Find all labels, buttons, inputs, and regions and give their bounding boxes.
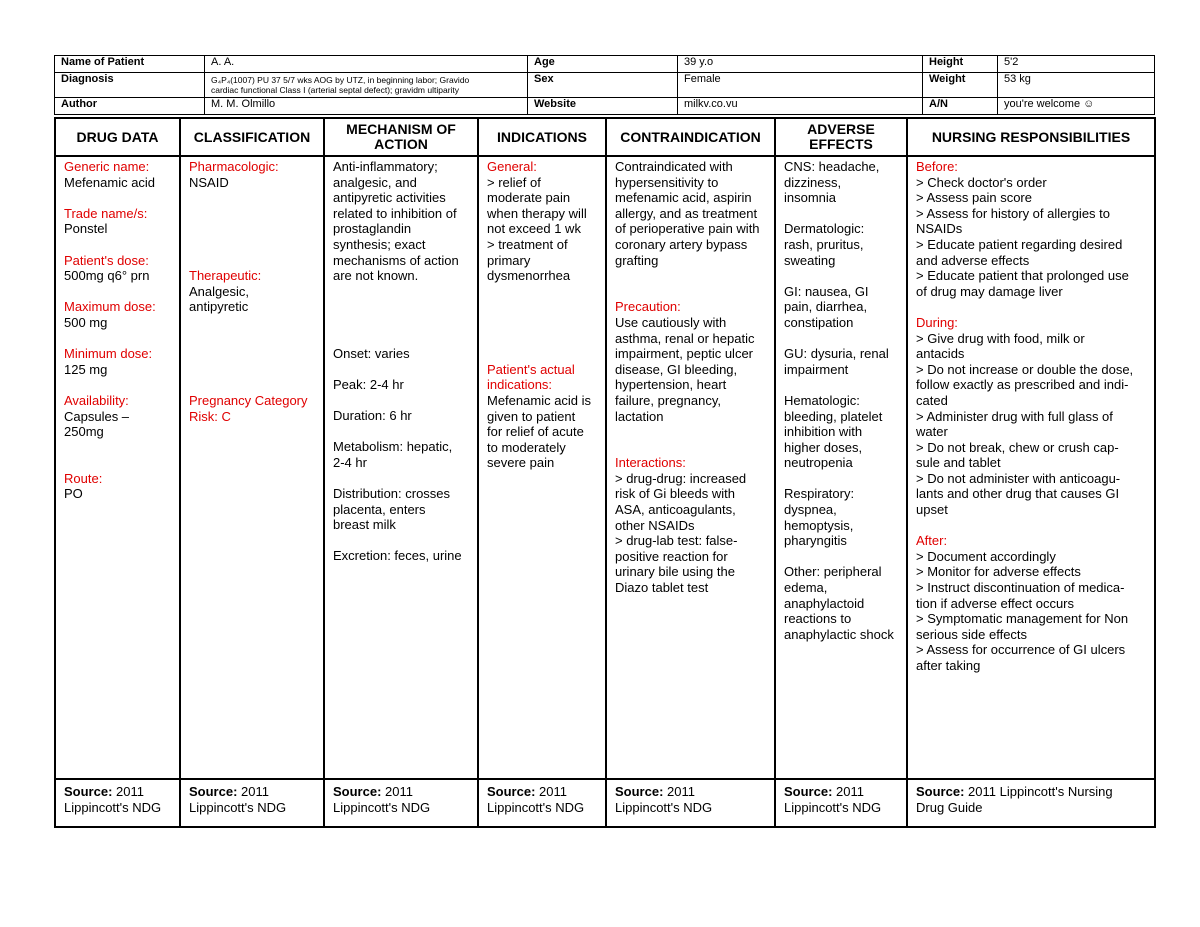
diagnosis-value xyxy=(205,73,528,98)
risk-value: C xyxy=(221,408,231,424)
before-line: > Check doctor's order xyxy=(916,174,1047,190)
contraindication-cell xyxy=(606,156,775,779)
mechanism-line: antipyretic activities xyxy=(333,190,446,206)
during-label: During: xyxy=(916,314,958,330)
max-dose-value: 500 mg xyxy=(64,314,108,330)
precaution-line: Use cautiously with xyxy=(615,314,727,330)
derm-line: Dermatologic: xyxy=(784,221,865,237)
peak: Peak: 2-4 hr xyxy=(333,376,404,392)
during-line: antacids xyxy=(916,346,965,362)
contra-line: coronary artery bypass xyxy=(615,236,748,252)
source-label: Source: xyxy=(333,784,382,799)
cns-line: insomnia xyxy=(784,190,837,206)
col-adverse: ADVERSE EFFECTS xyxy=(775,118,907,156)
precaution-line: impairment, peptic ulcer xyxy=(615,346,753,362)
source-ref: Lippincott's NDG xyxy=(64,799,162,815)
age-value: 39 y.o xyxy=(678,56,923,73)
during-line: > Do not increase or double the dose, xyxy=(916,361,1134,377)
name-label: Name of Patient xyxy=(55,56,205,73)
mechanism-cell xyxy=(324,156,478,779)
adverse-cell xyxy=(775,156,907,779)
resp-line: dyspnea, xyxy=(784,502,837,518)
mechanism-line: are not known. xyxy=(333,268,419,284)
precaution-line: hypertension, heart xyxy=(615,377,727,393)
during-line: lants and other drug that causes GI xyxy=(916,486,1120,502)
gu-line: GU: dysuria, renal xyxy=(784,346,889,362)
interactions-line: urinary bile using the xyxy=(615,564,735,580)
route-label: Route: xyxy=(64,470,103,486)
other-line: Other: peripheral xyxy=(784,564,882,580)
col-indications: INDICATIONS xyxy=(478,118,606,156)
interactions-line: risk of Gi bleeds with xyxy=(615,486,735,502)
cns-line: dizziness, xyxy=(784,174,842,190)
after-line: tion if adverse effect occurs xyxy=(916,595,1075,611)
col-mechanism: MECHANISM OF ACTION xyxy=(324,118,478,156)
hema-line: Hematologic: xyxy=(784,392,860,408)
before-line: > Educate patient regarding desired xyxy=(916,236,1123,252)
author-label: Author xyxy=(55,98,205,115)
sex-label: Sex xyxy=(528,73,678,98)
trade-value: Ponstel xyxy=(64,221,108,237)
actual-line: Mefenamic acid is xyxy=(487,392,592,408)
onset: Onset: varies xyxy=(333,345,410,361)
hema-line: neutropenia xyxy=(784,455,853,471)
age-label: Age xyxy=(528,56,678,73)
weight-value: 53 kg xyxy=(998,73,1155,98)
precaution-line: disease, GI bleeding, xyxy=(615,361,738,377)
height-value: 5'2 xyxy=(998,56,1155,73)
after-line: > Instruct discontinuation of medica- xyxy=(916,580,1125,596)
after-line: after taking xyxy=(916,658,981,673)
other-line: edema, xyxy=(784,580,828,596)
author-value: M. M. Olmillo xyxy=(205,98,528,115)
general-line: moderate pain xyxy=(487,190,571,206)
source-year: 2011 xyxy=(539,784,567,799)
after-line: > Assess for occurrence of GI ulcers xyxy=(916,642,1126,658)
excretion: Excretion: feces, urine xyxy=(333,548,462,564)
col-classification: CLASSIFICATION xyxy=(180,118,324,156)
source-ref: Lippincott's NDG xyxy=(615,799,713,815)
resp-line: Respiratory: xyxy=(784,486,855,502)
after-label: After: xyxy=(916,533,948,549)
general-line: > treatment of xyxy=(487,236,568,252)
after-line: > Symptomatic management for Non xyxy=(916,611,1129,627)
gi-line: GI: nausea, GI xyxy=(784,283,869,299)
mechanism-line: synthesis; exact xyxy=(333,236,426,252)
after-line: > Monitor for adverse effects xyxy=(916,564,1081,580)
min-dose-label: Minimum dose: xyxy=(64,346,153,362)
an-value: you're welcome ☺ xyxy=(998,98,1155,115)
risk-label: Risk: xyxy=(189,408,218,424)
general-line: > relief of xyxy=(487,174,541,190)
actual-line: given to patient xyxy=(487,408,576,424)
general-line: when therapy will xyxy=(487,205,587,221)
general-line: dysmenorrhea xyxy=(487,268,571,284)
source-nursing: Drug Guide xyxy=(916,799,983,815)
height-label: Height xyxy=(923,56,998,73)
gi-line: pain, diarrhea, xyxy=(784,299,868,315)
mechanism-line: prostaglandin xyxy=(333,221,412,237)
interactions-line: other NSAIDs xyxy=(615,517,695,533)
actual-line: severe pain xyxy=(487,455,555,471)
source-year: 2011 xyxy=(241,784,269,799)
drug-data-cell xyxy=(55,156,180,779)
max-dose-label: Maximum dose: xyxy=(64,299,156,315)
interactions-label: Interactions: xyxy=(615,455,686,471)
trade-label: Trade name/s: xyxy=(64,205,148,221)
gu-line: impairment xyxy=(784,361,849,377)
interactions-line: > drug-lab test: false- xyxy=(615,533,738,549)
mechanism-line: related to inhibition of xyxy=(333,205,457,221)
resp-line: hemoptysis, xyxy=(784,517,854,533)
interactions-line: > drug-drug: increased xyxy=(615,470,747,486)
source-year: 2011 xyxy=(385,784,413,799)
source-ref: Lippincott's NDG xyxy=(189,799,287,815)
source-ref: Lippincott's NDG xyxy=(487,799,585,815)
source-label: Source: xyxy=(64,784,113,799)
pharmacologic-label: Pharmacologic: xyxy=(189,159,279,174)
availability-value: Capsules – xyxy=(64,408,130,424)
min-dose-value: 125 mg xyxy=(64,361,108,377)
precaution-line: lactation xyxy=(615,408,664,424)
before-line: NSAIDs xyxy=(916,221,963,237)
source-label: Source: xyxy=(784,784,833,799)
distribution: placenta, enters xyxy=(333,501,426,517)
metabolism: Metabolism: hepatic, xyxy=(333,439,453,455)
source-label: Source: xyxy=(916,784,965,799)
source-cell xyxy=(324,779,478,827)
source-cell xyxy=(775,779,907,827)
source-label: Source: xyxy=(189,784,238,799)
source-cell xyxy=(907,779,1155,827)
source-year: 2011 xyxy=(116,784,144,799)
contra-line: mefenamic acid, aspirin xyxy=(615,190,752,206)
weight-label: Weight xyxy=(923,73,998,98)
duration: Duration: 6 hr xyxy=(333,408,412,424)
website-value: milkv.co.vu xyxy=(678,98,923,115)
actual-label: indications: xyxy=(487,377,553,393)
before-label: Before: xyxy=(916,159,958,174)
generic-value: Mefenamic acid xyxy=(64,174,156,190)
therapeutic-value: Analgesic, xyxy=(189,283,249,299)
source-nursing: 2011 Lippincott's Nursing xyxy=(968,784,1113,799)
precaution-label: Precaution: xyxy=(615,299,681,315)
route-value: PO xyxy=(64,486,83,502)
metabolism: 2-4 hr xyxy=(333,454,367,470)
during-line: > Give drug with food, milk or xyxy=(916,330,1085,346)
during-line: sule and tablet xyxy=(916,455,1001,471)
sex-value: Female xyxy=(678,73,923,98)
contra-line: hypersensitivity to xyxy=(615,174,719,190)
during-line: > Administer drug with full glass of xyxy=(916,408,1113,424)
contra-line: allergy, and as treatment xyxy=(615,205,758,221)
source-label: Source: xyxy=(487,784,536,799)
mechanism-line: mechanisms of action xyxy=(333,252,459,268)
hema-line: higher doses, xyxy=(784,439,863,455)
nursing-cell xyxy=(907,156,1155,779)
drug-study-table xyxy=(54,117,1156,828)
diagnosis-label: Diagnosis xyxy=(55,73,205,98)
resp-line: pharyngitis xyxy=(784,533,847,549)
patient-info-table xyxy=(54,55,1155,115)
diagnosis-line: cardiac functional Class I (arterial septal defect); gravidm ultiparity xyxy=(211,85,460,95)
therapeutic-label: Therapeutic: xyxy=(189,268,262,284)
before-line: of drug may damage liver xyxy=(916,283,1063,299)
pharmacologic-value: NSAID xyxy=(189,174,229,190)
derm-line: rash, pruritus, xyxy=(784,236,864,252)
distribution: Distribution: crosses xyxy=(333,486,451,502)
therapeutic-value: antipyretic xyxy=(189,299,249,315)
during-line: follow exactly as prescribed and indi- xyxy=(916,377,1129,393)
pregnancy-label: Pregnancy Category xyxy=(189,392,308,408)
before-line: > Assess pain score xyxy=(916,190,1032,206)
source-ref: Lippincott's NDG xyxy=(784,799,882,815)
source-year: 2011 xyxy=(836,784,864,799)
source-cell xyxy=(55,779,180,827)
cns-line: CNS: headache, xyxy=(784,159,880,174)
contra-line: of perioperative pain with xyxy=(615,221,760,237)
website-label: Website xyxy=(528,98,678,115)
classification-cell xyxy=(180,156,324,779)
interactions-line: Diazo tablet test xyxy=(615,580,709,596)
source-ref: Lippincott's NDG xyxy=(333,799,431,815)
during-line: cated xyxy=(916,392,948,408)
during-line: water xyxy=(916,424,948,440)
availability-label: Availability: xyxy=(64,392,129,408)
source-cell xyxy=(606,779,775,827)
actual-line: for relief of acute xyxy=(487,424,584,440)
precaution-line: asthma, renal or hepatic xyxy=(615,330,755,346)
diagnosis-line: G₄P₄(1007) PU 37 5/7 wks AOG by UTZ, in beginning labor; Gravido xyxy=(211,75,470,85)
risk-line xyxy=(189,409,317,425)
during-line: > Do not administer with anticoagu- xyxy=(916,470,1121,486)
distribution: breast milk xyxy=(333,517,396,533)
col-nursing: NURSING RESPONSIBILITIES xyxy=(907,118,1155,156)
patient-dose-label: Patient's dose: xyxy=(64,252,149,268)
generic-label: Generic name: xyxy=(64,159,150,174)
precaution-line: failure, pregnancy, xyxy=(615,392,721,408)
other-line: anaphylactic shock xyxy=(784,626,894,642)
other-line: reactions to xyxy=(784,611,852,627)
contra-line: grafting xyxy=(615,252,659,268)
indications-cell xyxy=(478,156,606,779)
hema-line: inhibition with xyxy=(784,424,863,440)
other-line: anaphylactoid xyxy=(784,595,865,611)
contra-line: Contraindicated with xyxy=(615,159,733,174)
general-label: General: xyxy=(487,159,537,174)
gi-line: constipation xyxy=(784,314,854,330)
interactions-line: ASA, anticoagulants, xyxy=(615,502,736,518)
col-contraindication: CONTRAINDICATION xyxy=(606,118,775,156)
after-line: serious side effects xyxy=(916,626,1028,642)
mechanism-line: Anti-inflammatory; xyxy=(333,159,438,174)
actual-line: to moderately xyxy=(487,439,566,455)
mechanism-line: analgesic, and xyxy=(333,174,417,190)
after-line: > Document accordingly xyxy=(916,548,1056,564)
hema-line: bleeding, platelet xyxy=(784,408,883,424)
patient-dose-value: 500mg q6° prn xyxy=(64,268,150,284)
during-line: > Do not break, chew or crush cap- xyxy=(916,439,1119,455)
before-line: and adverse effects xyxy=(916,252,1030,268)
an-label: A/N xyxy=(923,98,998,115)
col-drug-data: DRUG DATA xyxy=(55,118,180,156)
before-line: > Assess for history of allergies to xyxy=(916,205,1111,221)
availability-value: 250mg xyxy=(64,424,104,440)
source-cell xyxy=(180,779,324,827)
source-year: 2011 xyxy=(667,784,695,799)
interactions-line: positive reaction for xyxy=(615,548,728,564)
before-line: > Educate patient that prolonged use xyxy=(916,268,1129,284)
source-label: Source: xyxy=(615,784,664,799)
during-line: upset xyxy=(916,502,948,518)
name-value: A. A. xyxy=(205,56,528,73)
actual-label: Patient's actual xyxy=(487,361,575,377)
source-cell xyxy=(478,779,606,827)
general-line: not exceed 1 wk xyxy=(487,221,581,237)
derm-line: sweating xyxy=(784,252,836,268)
general-line: primary xyxy=(487,252,531,268)
